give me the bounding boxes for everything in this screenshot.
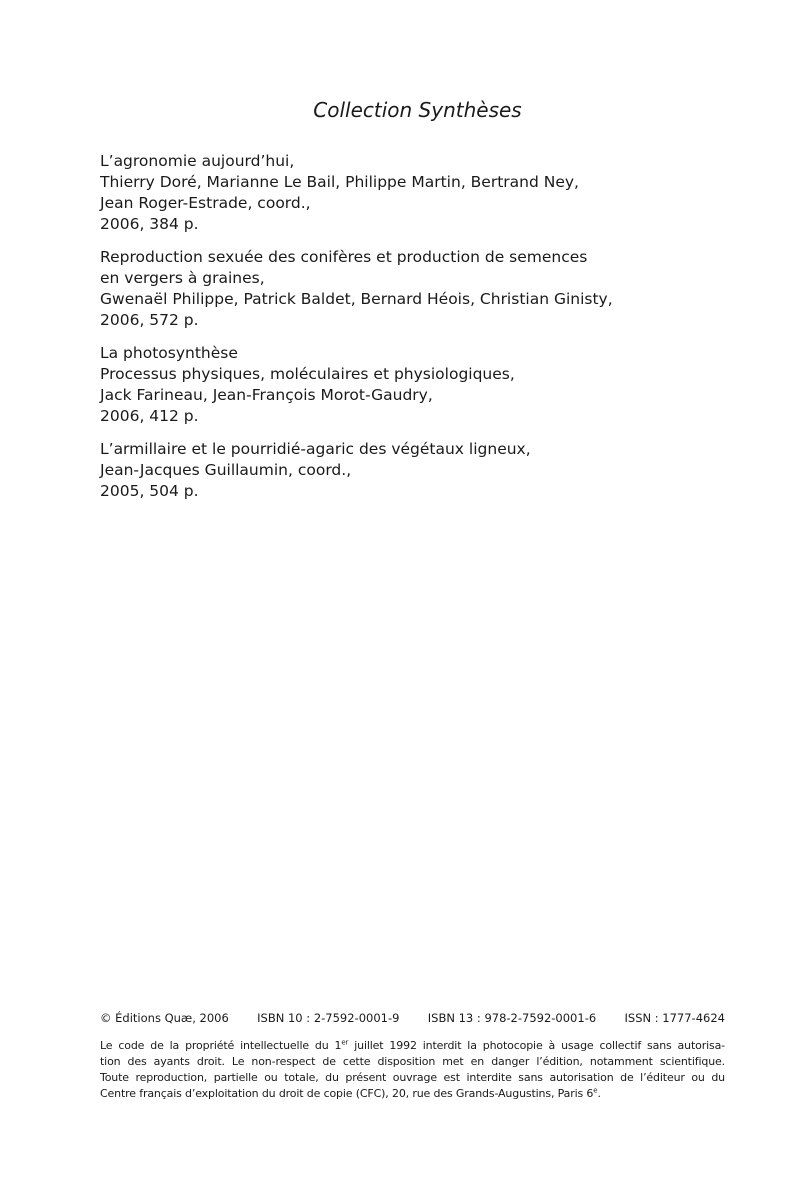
collection-title: Collection Synthèses bbox=[313, 98, 522, 122]
book-subtitle: Processus physiques, moléculaires et physiologiques, bbox=[100, 365, 515, 383]
book-authors: Jean-Jacques Guillaumin, coord., bbox=[100, 461, 352, 479]
legal-text: Le code de la propriété intellectuelle du 1 bbox=[100, 1039, 342, 1052]
book-title: L’armillaire et le pourridié-agaric des végétaux ligneux, bbox=[100, 440, 531, 458]
book-entry bbox=[100, 439, 740, 502]
book-authors: Gwenaël Philippe, Patrick Baldet, Bernard Héois, Christian Ginisty, bbox=[100, 290, 613, 308]
book-entry bbox=[100, 151, 740, 235]
legal-notice bbox=[100, 1038, 725, 1102]
book-year-pages: 2006, 384 p. bbox=[100, 215, 199, 233]
legal-line: Toute reproduction, partielle ou totale, du présent ouvrage est interdite sans autorisation de l’éditeur ou du bbox=[100, 1071, 725, 1084]
book-entry bbox=[100, 247, 740, 331]
issn: ISSN : 1777-4624 bbox=[624, 1011, 725, 1025]
book-authors: Thierry Doré, Marianne Le Bail, Philippe Martin, Bertrand Ney, bbox=[100, 173, 579, 191]
book-year-pages: 2006, 412 p. bbox=[100, 407, 199, 425]
copyright-notice: © Éditions Quæ, 2006 bbox=[100, 1011, 229, 1025]
book-authors: Jack Farineau, Jean-François Morot-Gaudry, bbox=[100, 386, 433, 404]
isbn10: ISBN 10 : 2-7592-0001-9 bbox=[257, 1011, 400, 1025]
book-list bbox=[100, 151, 740, 514]
legal-text: . bbox=[597, 1087, 601, 1100]
book-title: en vergers à graines, bbox=[100, 269, 265, 287]
legal-line: tion des ayants droit. Le non-respect de cette disposition met en danger l’édition, notamment scientifique. bbox=[100, 1055, 725, 1068]
legal-line bbox=[100, 1086, 725, 1102]
legal-text: juillet 1992 interdit la photocopie à usage collectif sans autorisa- bbox=[348, 1039, 725, 1052]
book-year-pages: 2005, 504 p. bbox=[100, 482, 199, 500]
book-title: Reproduction sexuée des conifères et production de semences bbox=[100, 248, 588, 266]
legal-text: Centre français d’exploitation du droit de copie (CFC), 20, rue des Grands-Augustins, Paris 6 bbox=[100, 1087, 594, 1100]
publication-identifiers bbox=[100, 1010, 725, 1026]
book-title: La photosynthèse bbox=[100, 344, 238, 362]
superscript: er bbox=[341, 1038, 349, 1047]
superscript: e bbox=[593, 1086, 598, 1095]
book-authors: Jean Roger-Estrade, coord., bbox=[100, 194, 311, 212]
legal-line bbox=[100, 1038, 725, 1054]
book-year-pages: 2006, 572 p. bbox=[100, 311, 199, 329]
book-entry bbox=[100, 343, 740, 427]
isbn13: ISBN 13 : 978-2-7592-0001-6 bbox=[427, 1011, 597, 1025]
book-title: L’agronomie aujourd’hui, bbox=[100, 152, 295, 170]
colophon bbox=[100, 1010, 725, 1102]
